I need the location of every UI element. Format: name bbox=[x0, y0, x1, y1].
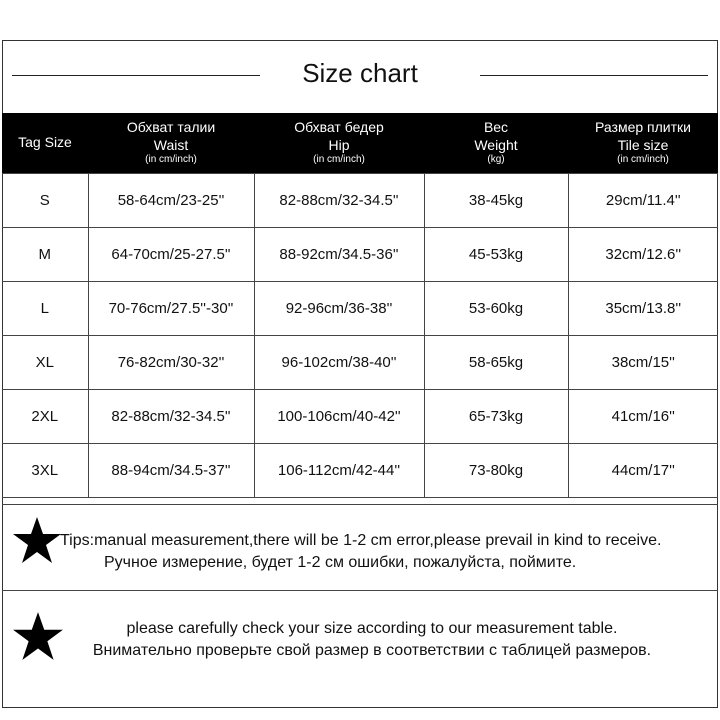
header-weight-unit: (kg) bbox=[487, 154, 505, 166]
size-table bbox=[2, 173, 718, 498]
cell-tile: 38cm/15'' bbox=[568, 336, 718, 390]
cell-hip: 106-112cm/42-44'' bbox=[254, 444, 424, 498]
cell-tile: 29cm/11.4'' bbox=[568, 174, 718, 228]
header-weight-en: Weight bbox=[474, 136, 518, 153]
table-row bbox=[2, 444, 718, 498]
tip-text-en: please carefully check your size according to our measurement table. bbox=[126, 620, 618, 637]
title-rule-right bbox=[480, 75, 708, 76]
cell-tile: 35cm/13.8'' bbox=[568, 282, 718, 336]
cell-size: 2XL bbox=[2, 390, 88, 444]
cell-hip: 96-102cm/38-40'' bbox=[254, 336, 424, 390]
cell-hip: 100-106cm/40-42'' bbox=[254, 390, 424, 444]
header-hip-ru: Обхват бедер bbox=[294, 119, 384, 136]
table-header bbox=[2, 113, 718, 173]
cell-tile: 32cm/12.6'' bbox=[568, 228, 718, 282]
table-row bbox=[2, 336, 718, 390]
cell-weight: 53-60kg bbox=[424, 282, 568, 336]
cell-size: S bbox=[2, 174, 88, 228]
tip-box-measurement bbox=[2, 504, 718, 590]
cell-hip: 82-88cm/32-34.5'' bbox=[254, 174, 424, 228]
page-title: Size chart bbox=[302, 58, 418, 88]
cell-size: L bbox=[2, 282, 88, 336]
header-tile-unit: (in cm/inch) bbox=[617, 154, 669, 166]
header-waist-ru: Обхват талии bbox=[126, 119, 216, 136]
cell-waist: 70-76cm/27.5''-30'' bbox=[88, 282, 254, 336]
cell-size: M bbox=[2, 228, 88, 282]
cell-waist: 58-64cm/23-25'' bbox=[88, 174, 254, 228]
tip-text-ru: Ручное измерение, будет 1-2 см ошибки, пожалуйста, поймите. bbox=[104, 554, 577, 571]
header-tile bbox=[568, 113, 718, 173]
cell-waist: 82-88cm/32-34.5'' bbox=[88, 390, 254, 444]
cell-waist: 64-70cm/25-27.5'' bbox=[88, 228, 254, 282]
tip-text-en: Tips:manual measurement,there will be 1-2 cm error,please prevail in kind to receive. bbox=[60, 532, 662, 549]
title-rule-left bbox=[12, 75, 260, 76]
table-row bbox=[2, 174, 718, 228]
cell-size: XL bbox=[2, 336, 88, 390]
cell-tile: 41cm/16'' bbox=[568, 390, 718, 444]
cell-weight: 65-73kg bbox=[424, 390, 568, 444]
cell-hip: 88-92cm/34.5-36'' bbox=[254, 228, 424, 282]
header-weight bbox=[424, 113, 568, 173]
cell-tile: 44cm/17'' bbox=[568, 444, 718, 498]
table-row bbox=[2, 390, 718, 444]
cell-waist: 76-82cm/30-32'' bbox=[88, 336, 254, 390]
tip-text-ru: Внимательно проверьте свой размер в соответствии с таблицей размеров. bbox=[92, 642, 652, 659]
header-tag-size: Tag Size bbox=[18, 134, 72, 151]
header-waist-en: Waist bbox=[153, 136, 189, 153]
cell-waist: 88-94cm/34.5-37'' bbox=[88, 444, 254, 498]
cell-weight: 45-53kg bbox=[424, 228, 568, 282]
cell-size: 3XL bbox=[2, 444, 88, 498]
cell-weight: 58-65kg bbox=[424, 336, 568, 390]
header-tile-en: Tile size bbox=[617, 136, 669, 153]
star-icon bbox=[12, 515, 62, 565]
header-weight-ru: Вес bbox=[483, 119, 509, 136]
header-hip-en: Hip bbox=[328, 136, 350, 153]
cell-hip: 92-96cm/36-38'' bbox=[254, 282, 424, 336]
header-hip bbox=[254, 113, 424, 173]
header-tile-ru: Размер плитки bbox=[595, 119, 691, 136]
table-row bbox=[2, 228, 718, 282]
header-waist bbox=[88, 113, 254, 173]
tip-box-check-size bbox=[2, 590, 718, 708]
table-row bbox=[2, 282, 718, 336]
cell-weight: 38-45kg bbox=[424, 174, 568, 228]
header-waist-unit: (in cm/inch) bbox=[145, 154, 197, 166]
cell-weight: 73-80kg bbox=[424, 444, 568, 498]
header-hip-unit: (in cm/inch) bbox=[313, 154, 365, 166]
